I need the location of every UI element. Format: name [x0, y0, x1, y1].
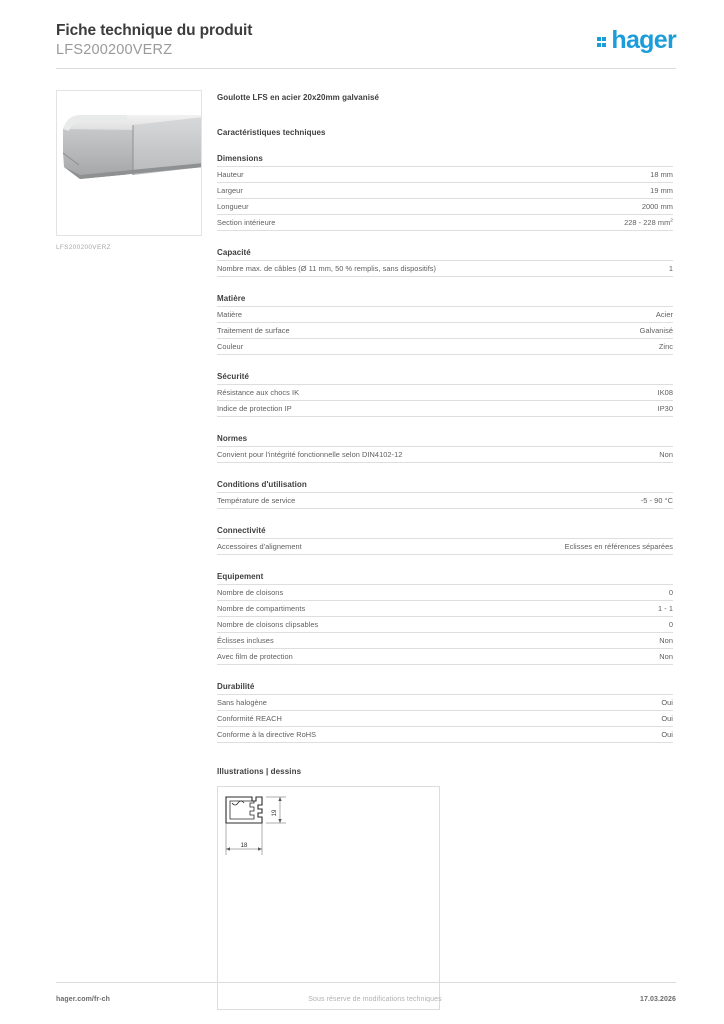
spec-row [217, 538, 673, 555]
spec-row-label: Nombre de cloisons [217, 588, 284, 597]
spec-row-value: Acier [655, 310, 673, 319]
spec-row [217, 600, 673, 616]
spec-row-value: Oui [661, 730, 673, 739]
product-image-caption: LFS200200VERZ [56, 244, 111, 251]
page-title: Fiche technique du produit [56, 22, 253, 39]
page-header [56, 22, 676, 70]
spec-group [217, 372, 673, 417]
spec-row [217, 584, 673, 600]
spec-row-value: Zinc [658, 342, 673, 351]
spec-row-value: 1 - 1 [657, 604, 673, 613]
spec-group-title: Dimensions [217, 154, 263, 163]
spec-row-label: Convient pour l'intégrité fonctionnelle selon DIN4102-12 [217, 450, 403, 459]
spec-row [217, 492, 673, 509]
spec-row [217, 446, 673, 463]
spec-row-label: Nombre de compartiments [217, 604, 306, 613]
spec-row [217, 338, 673, 355]
spec-row [217, 694, 673, 710]
spec-row-label: Matière [217, 310, 242, 319]
spec-row-label: Hauteur [217, 170, 244, 179]
spec-row-value: 2000 mm [641, 202, 673, 211]
spec-row [217, 632, 673, 648]
header-divider [56, 68, 676, 69]
spec-row-value: 19 mm [650, 186, 673, 195]
spec-row-value: 0 [668, 620, 673, 629]
logo-colon-icon [597, 37, 607, 47]
spec-row-label: Traitement de surface [217, 326, 290, 335]
product-image [56, 90, 202, 236]
footer-website[interactable]: hager.com/fr-ch [56, 995, 111, 1003]
trunking-photo-graphic [57, 91, 202, 236]
page-footer [56, 992, 676, 1006]
spec-row-label: Résistance aux chocs IK [217, 388, 300, 397]
spec-group-title: Conditions d'utilisation [217, 480, 307, 489]
footer-disclaimer: Sous réserve de modifications techniques [308, 995, 442, 1003]
spec-row-label: Éclisses incluses [217, 636, 274, 645]
spec-group [217, 526, 673, 555]
spec-row-value: IK08 [657, 388, 673, 397]
spec-group [217, 480, 673, 509]
spec-group-title: Normes [217, 434, 248, 443]
spec-group-title: Matière [217, 294, 246, 303]
spec-row [217, 214, 673, 231]
spec-group [217, 434, 673, 463]
spec-row-value: 228 - 228 $mm^2$ [624, 218, 673, 227]
spec-row-label: Conformité REACH [217, 714, 282, 723]
spec-row-value: 18 mm [650, 170, 673, 179]
spec-row-value: Oui [661, 714, 673, 723]
spec-group-title: Equipement [217, 572, 264, 581]
spec-row-label: Conforme à la directive RoHS [217, 730, 317, 739]
spec-row [217, 166, 673, 182]
spec-row-label: Section intérieure [217, 218, 276, 227]
specifications-column [217, 92, 673, 1010]
spec-row-label: Accessoires d'alignement [217, 542, 302, 551]
spec-row [217, 400, 673, 417]
spec-row-label: Nombre de cloisons clipsables [217, 620, 319, 629]
spec-row-value: Oui [661, 698, 673, 707]
product-figure [56, 90, 202, 251]
illustrations-heading: Illustrations | dessins [217, 767, 302, 776]
title-block [56, 22, 252, 59]
spec-row-label: Nombre max. de câbles (Ø 11 mm, 50 % remplis, sans dispositifs) [217, 264, 437, 273]
drawing-width-dimension: 18 [240, 843, 248, 849]
spec-row [217, 710, 673, 726]
spec-row [217, 182, 673, 198]
spec-row [217, 726, 673, 743]
spec-group-title: Connectivité [217, 526, 266, 535]
spec-group [217, 248, 673, 277]
spec-group [217, 294, 673, 355]
spec-row-label: Indice de protection IP [217, 404, 292, 413]
spec-row [217, 198, 673, 214]
spec-row [217, 260, 673, 277]
spec-row-label: Longueur [217, 202, 249, 211]
spec-row-value: 0 [668, 588, 673, 597]
footer-date: 17.03.2026 [639, 995, 676, 1003]
spec-row-value: Non [659, 636, 673, 645]
spec-row [217, 322, 673, 338]
spec-row [217, 306, 673, 322]
hager-logo [597, 28, 676, 53]
spec-group [217, 572, 673, 665]
spec-row-label: Couleur [217, 342, 244, 351]
spec-row-label: Sans halogène [217, 698, 267, 707]
spec-group-title: Durabilité [217, 682, 255, 691]
spec-row [217, 384, 673, 400]
spec-row-value: IP30 [657, 404, 673, 413]
spec-row [217, 616, 673, 632]
spec-row [217, 648, 673, 665]
spec-row-value: -5 - 90 °C [640, 496, 673, 505]
spec-row-value: Eclisses en références séparées [564, 542, 673, 551]
spec-row-label: Température de service [217, 496, 296, 505]
spec-group [217, 682, 673, 743]
spec-groups [217, 154, 673, 743]
spec-group-title: Capacité [217, 248, 251, 257]
footer-divider [56, 982, 676, 983]
logo-wordmark: hager [611, 26, 676, 54]
spec-row-value: Non [659, 652, 673, 661]
cross-section-drawing [218, 787, 439, 1009]
spec-row-value: 1 [668, 264, 673, 273]
spec-row-label: Avec film de protection [217, 652, 293, 661]
drawing-height-dimension: 19 [272, 809, 278, 817]
spec-intro-heading: Caractéristiques techniques [217, 128, 326, 137]
spec-row-value: Non [659, 450, 673, 459]
spec-row-value: Galvanisé [639, 326, 673, 335]
product-name: Goulotte LFS en acier 20x20mm galvanisé [217, 93, 380, 102]
spec-group-title: Sécurité [217, 372, 249, 381]
spec-row-label: Largeur [217, 186, 243, 195]
spec-group [217, 154, 673, 231]
product-reference: LFS200200VERZ [56, 42, 173, 58]
illustrations-box [217, 786, 440, 1010]
